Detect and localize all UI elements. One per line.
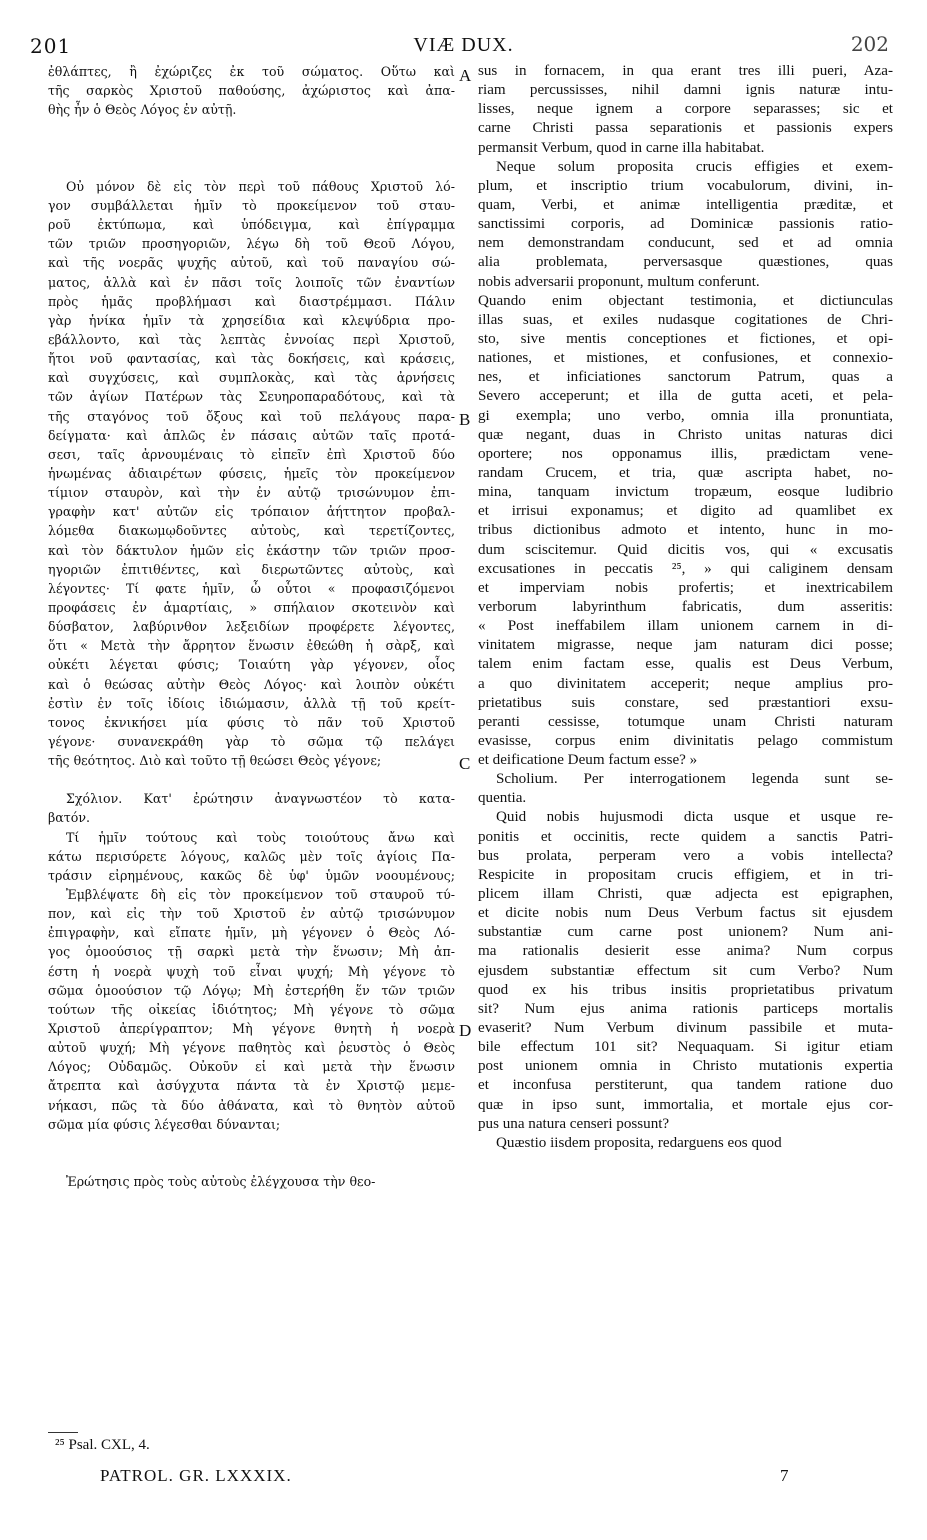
text-line: τονος ἐκνικήσει μία φύσις τὸ πᾶν τοῦ Χριστοῦ [48,714,455,730]
text-line: ἐθλάπτες, ἢ ἐχώριζες ἐκ τοῦ σώματος. Οὕτω καὶ [48,64,455,79]
blank-line [48,1153,455,1172]
text-line: verborum labyrinthum fabricatis, dum asseritis: [478,598,893,615]
text-line: plicem illam Christi, quæ adjecta est epigraphen, [478,886,893,903]
text-line: πρὸς ἡμᾶς προβλήμασι καὶ διαστρέμμασι. Πάλιν [48,293,455,309]
page-number-left: 201 [30,34,72,58]
text-line: quod ex his tribus insitis proprietatibus privatum [478,981,893,998]
text-line: σεσι, ταῖς ἀρνουμέναις τὸ εἰπεῖν ἐπὶ Χριστοῦ δύο [48,446,455,462]
text-line: vinitatem migrasse, neque jam naturam dici posse; [478,637,893,654]
text-line: προφάσεις ἐν ἁμαρτίαις, » σπήλαιον σκοτεινὸν καὶ [48,599,455,615]
text-line: τράσιν εἰρημένους, κακῶς δὲ ὑφ' ὑμῶν νοουμένους; [48,867,455,883]
text-line: καὶ τὸν δάκτυλον ἡμῶν εἰς ἑκάστην τῶν τριῶν προσ- [48,542,455,558]
blank-line [48,770,455,789]
text-line: αὐτοῦ ψυχή; Μὴ γέγονε παθητὸς καὶ ῥευστὸς ὁ Θεὸς [48,1040,455,1056]
text-line: plum, et inscriptio trium vocabulorum, divini, in- [478,177,893,194]
margin-letter-c: C [459,754,471,773]
text-line: γος ὁμοούσιος τῇ σαρκὶ μετὰ τὴν ἕνωσιν; Μὴ ἀπ- [48,944,455,960]
text-line: σῶμα μία φύσις λέγεσθαι δύνανται; [48,1116,281,1132]
text-line: evasisse, corpus enim divinitatis pelago commistum [478,732,893,749]
text-line: ροῦ ἐκτύπωμα, καὶ ὑπόδειγμα, καὶ ἐπίγραμμα [48,217,455,233]
text-line: quæ negant, duas in Christo unitas naturas dici [478,426,893,443]
text-line: σῶμα ὁμοούσιον τῷ Λόγῳ; Μὴ ἐστερήθη ἕν τῶν τριῶν [48,982,455,998]
text-line: Ἐρώτησις πρὸς τοὺς αὐτοὺς ἐλέγχουσα τὴν θεο- [66,1174,376,1190]
text-line: alia problemata, perversasque quæstiones, quas [478,254,893,271]
text-line: ἐπιγραφὴν, καὶ εἴπατε ἡμῖν, μὴ γέγονεν ὁ Θεὸς Λό- [48,925,455,941]
page-number-right: 202 [850,32,889,56]
text-line: sto, sive mentis conceptiones et fictiones, et opi- [478,330,893,347]
text-line: Scholium. Per interrogationem legenda sunt se- [496,771,893,788]
text-line: λέγοντες· Τί φατε ἡμῖν, ὦ οὗτοι « προφασιζόμενοι [48,580,455,596]
text-line: et dicite nobis num Deus Verbum factus sit ejusdem [478,905,893,922]
text-line: τῆς θεότητος. Διὸ καὶ τοῦτο τῇ θεώσει Θεὸς γέγονε; [48,753,382,769]
text-line: quentia. [478,790,527,807]
text-line: a quo divinitatem acceperit; neque amplius pro- [478,675,893,692]
text-line: ejusdem substantiæ effectum sit cum Verbo? Num [478,962,893,979]
footnote-rule [48,1432,78,1433]
text-line: Quid nobis hujusmodi dicta usque et usque re- [496,809,893,826]
text-line: evaserit? Num Verbum divinum passibile et muta- [478,1020,893,1037]
text-line: post unionem omnia in Christo mutationis expertia [478,1058,893,1075]
text-line: ἤτοι νοῦ φαντασίας, καὶ τὰς δοκήσεις, καὶ κράσεις, [48,351,455,367]
margin-letter-a: A [459,66,472,85]
text-line: Quæstio iisdem proposita, redarguens eos quod [496,1134,782,1151]
text-line: Ἐμβλέψατε δὴ εἰς τὸν προκείμενον τοῦ σταυροῦ τύ- [66,887,455,903]
text-line: πον, καὶ εἰς τὴν τοῦ Χριστοῦ ἐν αὐτῷ τρισώνυμον [48,906,455,922]
text-line: ma rationalis desierit esse anima? Num corpus [478,943,893,960]
text-line: ἡνωμένας ἀδιαιρέτων φύσεις, ἡμεῖς τὸν προκείμενον [48,465,455,481]
text-line: quæ in ipso sunt, immortalia, et mortale ejus cor- [478,1096,893,1113]
text-line: γον συμβάλλεται ἡμῖν τὸ προκείμενον τοῦ σταυ- [48,197,455,213]
blank-line [48,158,455,177]
text-line: Τί ἡμῖν τούτους καὶ τοὺς τοιούτους ἄνω καὶ [66,829,455,845]
text-line: et irrisui exponamus; et digito ad quamlibet ex [478,503,893,520]
text-line: nes, et inficiationes sanctorum Patrum, quas a [478,369,893,386]
text-line: έστη ἡ νοερὰ ψυχὴ τοῦ εἶναι ψυχή; Μὴ γέγονε τὸ [48,963,455,979]
gathering-signature: 7 [780,1466,789,1485]
text-line: « Post ineffabilem illam unionem carnem in di- [478,618,893,635]
text-line: et inconfusa perstiterunt, qua tandem ratione duo [478,1077,893,1094]
greek-column [48,62,455,1191]
blank-line [48,1134,455,1153]
footer-signature-title: PATROL. GR. LXXXIX. [100,1466,292,1485]
text-line: νήκασι, πῶς τὰ δύο ἀθάνατα, καὶ τὸ θνητὸν αὐτοῦ [48,1097,455,1113]
text-line: βατόν. [48,810,90,826]
text-line: excusationes in peccatis ²⁵, » qui caliginem densam [478,560,893,577]
footnote: ²⁵ Psal. CXL, 4. [55,1437,150,1453]
text-line: θὴς ἦν ὁ Θεὸς Λόγος ἐν αὐτῇ. [48,102,237,118]
text-line: δείγματα· καὶ ἁπλῶς ἐν πάσαις αὐτῶν ταῖς προτά- [48,427,455,443]
text-line: riam percussisses, nihil damni ignis naturæ intu- [478,82,893,99]
latin-column [478,62,893,1153]
text-line: ponitis et occinitis, recte quidem a sanctis Patri- [478,828,893,845]
blank-line [48,119,455,138]
text-line: nem demonstrandam conducunt, sed et ad omnia [478,235,893,252]
text-line: κάτω περισύρετε λόγους, καλῶς μὲν τοῖς ἁγίοις Πα- [48,848,455,864]
margin-letter-b: B [459,410,471,429]
text-line: nobis adversarii proponunt, multum conferunt. [478,273,760,290]
text-line: τίμιον σταυρὸν, καὶ τὴν ἐν αὐτῷ τρισώνυμον ἐπι- [48,485,455,501]
text-line: carne Christi passa separationis et passionis expers [478,120,893,137]
text-line: tribus dictionibus admoto et intento, hunc in mo- [478,522,893,539]
text-line: pus una natura censeri possunt? [478,1115,670,1132]
text-line: τῆς σταγόνος τοῦ ὄξους καὶ τοῦ πελάγους παρα- [48,408,455,424]
text-line: et deificatione Deum factum esse? » [478,752,698,769]
text-line: τῶν τριῶν προσηγοριῶν, λέγω δὴ τοῦ Θεοῦ Λόγου, [48,236,455,252]
text-line: λόμεθα διακωμῳδοῦντες αὐτοὺς, καὶ τερετίζοντες, [48,523,455,539]
text-line: peranti cessisse, totumque unam Christi naturam [478,713,893,730]
text-line: bus prolata, perperam vero a vobis intellecta? [478,847,893,864]
text-line: lisses, neque ignem a corpore separasses; sic et [478,101,893,118]
text-line: permansit Verbum, quod in carne illa habitabat. [478,139,765,156]
text-line: Quando enim objectant testimonia, et dictiunculas [478,292,893,309]
text-line: Λόγος; Οὐδαμῶς. Οὐκοῦν εἰ καὶ μετὰ τὴν ἕνωσιν [48,1059,455,1075]
text-line: oportere; nos opponamus illis, prædictam vene- [478,445,893,462]
text-line: prietatibus suis constare, sed præstantiori exsu- [478,694,893,711]
text-line: τῆς σαρκὸς Χριστοῦ παθούσης, ἀχώριστος καὶ ἀπα- [48,83,455,99]
text-line: Οὐ μόνον δὲ εἰς τὸν περὶ τοῦ πάθους Χριστοῦ λό- [66,178,455,194]
blank-line [48,139,455,158]
text-line: gi exempla; uno verbo, omnia illa pronuntiata, [478,407,893,424]
text-line: οὐκέτι λέγεται φύσις; Τοιαύτη γὰρ γέγονεν, οἷος [48,657,455,673]
text-line: καὶ ὁ θεώσας αὐτὴν Θεὸς Λόγος· καὶ λοιπὸν οὐκέτι [48,676,455,692]
text-line: nationes, et mistiones, et confusiones, et connexio- [478,350,893,367]
text-line: τούτων τῆς οἰκείας ἰδιότητος; Μὴ γέγονε τὸ σῶμα [48,1001,455,1017]
margin-letter-d: D [459,1021,472,1040]
text-line: Neque solum proposita crucis effigies et exem- [496,158,893,175]
text-line: εβάλλοντο, καὶ τὰς λεπτὰς ἐννοίας περὶ Χριστοῦ, [48,331,455,347]
text-line: sanctissimi corporis, ad Dominicæ passionis ratio- [478,216,893,233]
text-line: sus in fornacem, in qua erant tres illi pueri, Aza- [478,63,893,79]
text-line: talem enim factam esse, qualis est Deus Verbum, [478,656,893,673]
text-line: δύσβατον, λαβύρινθον λεξειδίων προφέρετε λέγοντες, [48,619,455,635]
text-line: randam Crucem, et tria, quæ ascripta habet, no- [478,464,893,481]
text-line: bile effectum 101 sit? Nequaquam. Si igitur etiam [478,1039,893,1056]
text-line: ηγοριῶν ἐπιτιθέντες, καὶ διερωτῶντες αὐτοὺς, καὶ [48,561,455,577]
text-line: sit? Num ejus anima rationis particeps mortalis [478,1000,893,1017]
text-line: quam, Verbi, et animæ intelligentia præditæ, et [478,196,893,213]
text-line: καὶ συγχύσεις, καὶ συμπλοκὰς, καὶ τὰς ἀρνήσεις [48,370,455,386]
text-line: Respicite in propositam crucis effigiem, et in tri- [478,866,893,883]
text-line: τῶν ἁγίων Πατέρων τὰς Σευηροπαραδότους, καὶ τὰ [48,389,455,405]
text-line: mina, tanquam invictum tropæum, eosque ludibrio [478,484,893,501]
running-title: VIÆ DUX. [413,34,514,56]
text-line: ματος, ἀλλὰ καὶ ἐν πᾶσι τοῖς λοιποῖς τῶν ἐναντίων [48,274,455,290]
text-line: dum sciscitemur. Quid dicitis vos, qui « excusatis [478,541,893,558]
text-line: καὶ τῆς νοερᾶς ψυχῆς αὐτοῦ, καὶ τοῦ παναγίου σώ- [48,255,455,271]
text-line: Severo acceperunt; et illa de gutta aceti, et pela- [478,388,893,405]
text-line: ὅτι « Μετὰ τὴν ἄρρητον ἕνωσιν ἐθεώθη ἡ σὰρξ, καὶ [48,638,455,654]
text-line: illas suas, et exiles nudasque cogitationes de Chri- [478,311,893,328]
text-line: Σχόλιον. Κατ' ἐρώτησιν ἀναγνωστέον τὸ κατα- [66,791,455,807]
text-line: γραφὴν κατ' αὐτῶν εἰς τρόπαιον ἀήττητον προβαλ- [48,504,455,520]
page-header [0,30,927,60]
text-line: substantiæ cum carne post unionem? Num ani- [478,924,893,941]
text-line: γέγονε· συνανεκράθη γὰρ τὸ σῶμα τῷ πελάγει [48,733,455,749]
text-line: ἐστὶν ἐν τοῖς ἰδίοις ἰδιώμασιν, ἀλλὰ τῇ τοῦ κρείτ- [48,695,455,711]
text-line: γὰρ ἡνίκα ἡμῖν τὰ χρησείδια καὶ κλεψύδρια προ- [48,312,455,328]
text-line: ἄτρεπτα καὶ ἀσύγχυτα πάντα τὰ ἐν Χριστῷ μεμε- [48,1078,455,1094]
text-line: et imperviam nobis profertis; et inextricabilem [478,579,893,596]
text-line: Χριστοῦ ἀπερίγραπτον; Μὴ γέγονε θνητὴ ἡ νοερὰ [48,1021,455,1037]
